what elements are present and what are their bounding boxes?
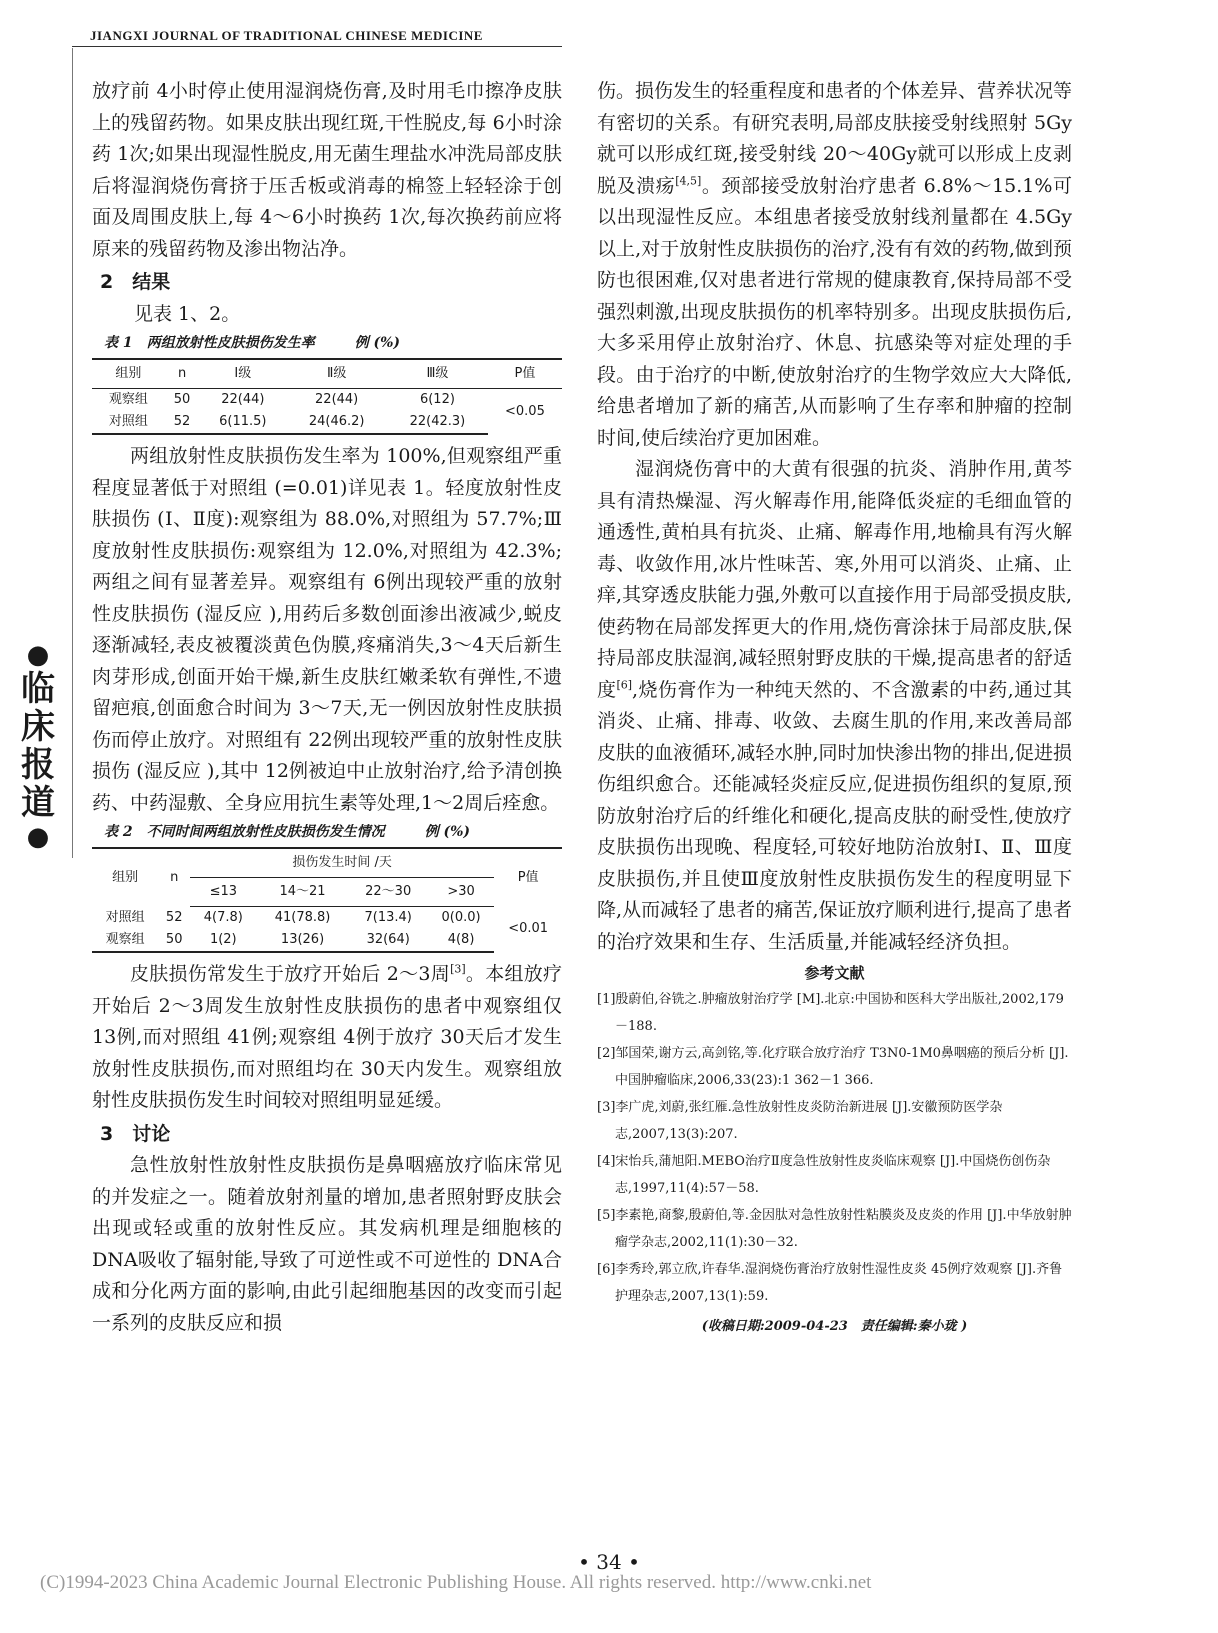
table-cell: 22(44) <box>315 392 359 407</box>
table-cell: 对照组 <box>105 909 145 925</box>
paragraph: 见表 1、2。 <box>134 302 241 325</box>
reference-item: [2]邹国荣,谢方云,高剑铭,等.化疗联合放疗治疗 T3N0-1M0鼻咽癌的预后分析 [J].中国肿瘤临床,2006,33(23):1 362－1 366. <box>597 1046 1069 1088</box>
text-run: 皮肤损伤常发生于放疗开始后 2～3周 <box>130 963 451 985</box>
table-cell: 7(13.4) <box>364 910 412 925</box>
table-row <box>92 907 562 930</box>
text-run: ,烧伤膏作为一种纯天然的、不含激素的中药,通过其消炎、止痛、排毒、收敛、去腐生肌的作用,来改善局部皮肤的血液循环,减轻水肿,同时加快渗出物的排出,促进损伤组织愈合。还能减轻炎症反应,促进损伤组织的复原,预防放射治疗后的纤维化和硬化,提高皮肤的耐受性,使放疗皮肤损伤出现晚、程度轻,可较好地防治放射Ⅰ、Ⅱ、Ⅲ度皮肤损伤,并且使Ⅲ度放射性皮肤损伤发生的程度明显下降,从而减轻了患者的痛苦,保证放疗顺利进行,提高了患者的治疗效果和生存、生活质量,并能减轻经济负担。 <box>597 678 1072 953</box>
side-tag-label: 临床报道 <box>21 669 55 823</box>
bullet-dot-icon: ● <box>26 822 50 852</box>
table2-caption <box>104 821 562 843</box>
table-header-cell: n <box>158 848 190 907</box>
table1-title: 表 1 两组放射性皮肤损伤发生率 <box>104 335 315 351</box>
reference-item: [1]殷蔚伯,谷铣之.肿瘤放射治疗学 [M].北京:中国协和医科大学出版社,2002,179－188. <box>597 992 1064 1034</box>
table-header-cell: 14～21 <box>257 878 349 907</box>
text-run: 。本组放疗开始后 2～3周发生放射性皮肤损伤的患者中观察组仅 13例,而对照组 41例;观察组 4例于放疗 30天后才发生放射性皮肤损伤,而对照组均在 30天内发生。观察组放射性皮肤损伤发生时间较对照组明显延缓。 <box>92 963 562 1111</box>
table-cell: 52 <box>165 909 183 925</box>
table-row <box>92 929 562 952</box>
text-run: 。颈部接受放射治疗患者 6.8%～15.1%可以出现湿性反应。本组患者接受放射线剂量都在 4.5Gy以上,对于放射性皮肤损伤的治疗,没有有效的药物,做到预防也很困难,仅对患者进行常规的健康教育,保持局部不受强烈刺激,出现皮肤损伤的机率特别多。出现皮肤损伤后,大多采用停止放射治疗、休息、抗感染等对症处理的手段。由于治疗的中断,使放射治疗的生物学效应大大降低,给患者增加了新的痛苦,从而影响了生存率和肿瘤的控制时间,使后续治疗更加困难。 <box>597 174 1072 449</box>
table2-unit: 例 (%) <box>424 824 471 840</box>
reference-item: [3]李广虎,刘蔚,张红雁.急性放射性皮炎防治新进展 [J].安徽预防医学杂志,2007,13(3):207. <box>597 1100 1003 1142</box>
text-run: 湿润烧伤膏中的大黄有很强的抗炎、消肿作用,黄芩具有清热燥湿、泻火解毒作用,能降低炎症的毛细血管的通透性,黄柏具有抗炎、止痛、解毒作用,地榆具有泻火解毒、收敛作用,冰片性味苦、寒,外用可以消炎、止痛、止痒,其穿透皮肤能力强,外敷可以直接作用于局部受损皮肤,使药物在局部发挥更大的作用,烧伤膏涂抹于局部皮肤,保持局部皮肤湿润,减轻照射野皮肤的干燥,提高患者的舒适度 <box>597 458 1072 701</box>
copyright-footer: (C)1994-2023 China Academic Journal Electronic Publishing House. All rights reserved. http://www.cnki.net <box>40 1572 872 1593</box>
reference-item: [4]宋怡兵,蒲旭阳.MEBO治疗Ⅱ度急性放射性皮炎临床观察 [J].中国烧伤创伤杂志,1997,11(4):57－58. <box>597 1154 1051 1196</box>
section-side-tag <box>14 640 62 852</box>
table-header-cell: 组别 <box>92 848 158 907</box>
table-cell-p-value: <0.01 <box>508 921 549 937</box>
table-cell: 对照组 <box>92 411 165 434</box>
table-header-cell: n <box>165 359 200 389</box>
table-cell: 6(11.5) <box>199 411 286 434</box>
left-column <box>92 76 562 1339</box>
table-cell: 观察组 <box>108 392 148 407</box>
section-heading-discussion: 3 讨论 <box>100 1122 171 1145</box>
citation: [4,5] <box>675 174 702 188</box>
table-header-cell: >30 <box>428 878 494 907</box>
table-cell: 41(78.8) <box>274 910 331 925</box>
paragraph: 两组放射性皮肤损伤发生率为 100%,但观察组严重程度显著低于对照组 (=0.01)详见表 1。轻度放射性皮肤损伤 (Ⅰ、Ⅱ度):观察组为 88.0%,对照组为 57.7%;Ⅲ度放射性皮肤损伤:观察组为 12.0%,对照组为 42.3%;两组之间有显著差异。观察组有 6例出现较严重的放射性皮肤损伤 (湿反应 ),用药后多数创面渗出液减少,蜕皮逐渐减轻,表皮被覆淡黄色伪膜,疼痛消失,3～4天后新生肉芽形成,创面开始干燥,新生皮肤红嫩柔软有弹性,不遗留疤痕,创面愈合时间为 3～7天,无一例因放射性皮肤损伤而停止放疗。对照组有 22例出现较严重的放射性皮肤损伤 (湿反应 ),其中 12例被迫中止放射治疗,给予清创换药、中药湿敷、全身应用抗生素等处理,1～2周后痊愈。 <box>92 445 562 814</box>
table-cell: 13(26) <box>257 929 349 952</box>
table-cell: 52 <box>165 411 200 434</box>
table-header-cell: 损伤发生时间 /天 <box>190 848 494 878</box>
table-cell: 0(0.0) <box>441 910 481 925</box>
citation: [3] <box>450 962 466 976</box>
paragraph: 放疗前 4小时停止使用湿润烧伤膏,及时用毛巾擦净皮肤上的残留药物。如果皮肤出现红斑,干性脱皮,每 6小时涂药 1次;如果出现湿性脱皮,用无菌生理盐水冲洗局部皮肤后将湿润烧伤膏挤于压舌板或消毒的棉签上轻轻涂于创面及周围皮肤上,每 4～6小时换药 1次,每次换药前应将原来的残留药物及渗出物沾净。 <box>92 80 562 260</box>
table-row <box>92 389 562 412</box>
bullet-dot-icon: ● <box>26 640 50 670</box>
table-cell: 22(42.3) <box>387 411 488 434</box>
section-heading-results: 2 结果 <box>100 271 171 293</box>
table-cell: 6(12) <box>419 392 455 407</box>
table-header-cell: P值 <box>488 359 562 389</box>
table2 <box>92 847 562 953</box>
table2-title: 表 2 不同时间两组放射性皮肤损伤发生情况 <box>104 824 385 840</box>
table-cell: 1(2) <box>190 929 256 952</box>
table-cell: 4(8) <box>428 929 494 952</box>
table-header-cell: Ⅲ级 <box>387 359 488 389</box>
side-rule <box>72 48 73 858</box>
paragraph <box>597 76 1072 454</box>
table-cell-p-value: <0.05 <box>505 403 545 419</box>
table-header-cell: 组别 <box>92 359 165 389</box>
page-number: • 34 • <box>578 1550 640 1574</box>
header-rule <box>72 46 562 47</box>
reference-item: [6]李秀玲,郭立欣,许春华.湿润烧伤膏治疗放射性湿性皮炎 45例疗效观察 [J].齐鲁护理杂志,2007,13(1):59. <box>597 1262 1063 1304</box>
paragraph: 急性放射性放射性皮肤损伤是鼻咽癌放疗临床常见的并发症之一。随着放射剂量的增加,患者照射野皮肤会出现或轻或重的放射性反应。其发病机理是细胞核的 DNA吸收了辐射能,导致了可逆性或不可逆性的 DNA合成和分化两方面的影响,由此引起细胞基因的改变而引起一系列的皮肤反应和损 <box>92 1154 562 1334</box>
paragraph <box>92 959 562 1117</box>
table-header-cell: Ⅱ级 <box>286 359 387 389</box>
table1 <box>92 358 562 435</box>
table-cell: 24(46.2) <box>286 411 387 434</box>
table1-unit: 例 (%) <box>354 335 401 351</box>
table-cell: 50 <box>173 392 191 407</box>
table-header-cell: ≤13 <box>190 878 256 907</box>
paragraph <box>597 454 1072 958</box>
table-cell: 观察组 <box>92 929 158 952</box>
table-header-cell: P值 <box>494 848 562 907</box>
right-column <box>597 76 1072 1342</box>
reference-item: [5]李素艳,商黎,殷蔚伯,等.金因肽对急性放射性粘膜炎及皮炎的作用 [J].中华放射肿瘤学杂志,2002,11(1):30－32. <box>597 1208 1072 1250</box>
journal-header: JIANGXI JOURNAL OF TRADITIONAL CHINESE MEDICINE <box>90 28 483 43</box>
table-header-cell: 22～30 <box>349 878 428 907</box>
table-cell: 32(64) <box>349 929 428 952</box>
references-title: 参考文献 <box>804 964 865 982</box>
received-date-note: (收稿日期:2009-04-23 责任编辑:秦小珑 ) <box>701 1319 968 1334</box>
table-cell: 4(7.8) <box>203 910 243 925</box>
table-cell: 22(44) <box>221 392 265 407</box>
table1-caption <box>104 332 562 354</box>
text-run: 伤。损伤发生的轻重程度和患者的个体差异、营养状况等有密切的关系。有研究表明,局部皮肤接受射线照射 5Gy就可以形成红斑,接受射线 20～40Gy就可以形成上皮剥脱及溃疡 <box>597 80 1073 197</box>
table-cell: 50 <box>158 929 190 952</box>
citation: [6] <box>616 678 633 692</box>
table-header-cell: Ⅰ级 <box>199 359 286 389</box>
